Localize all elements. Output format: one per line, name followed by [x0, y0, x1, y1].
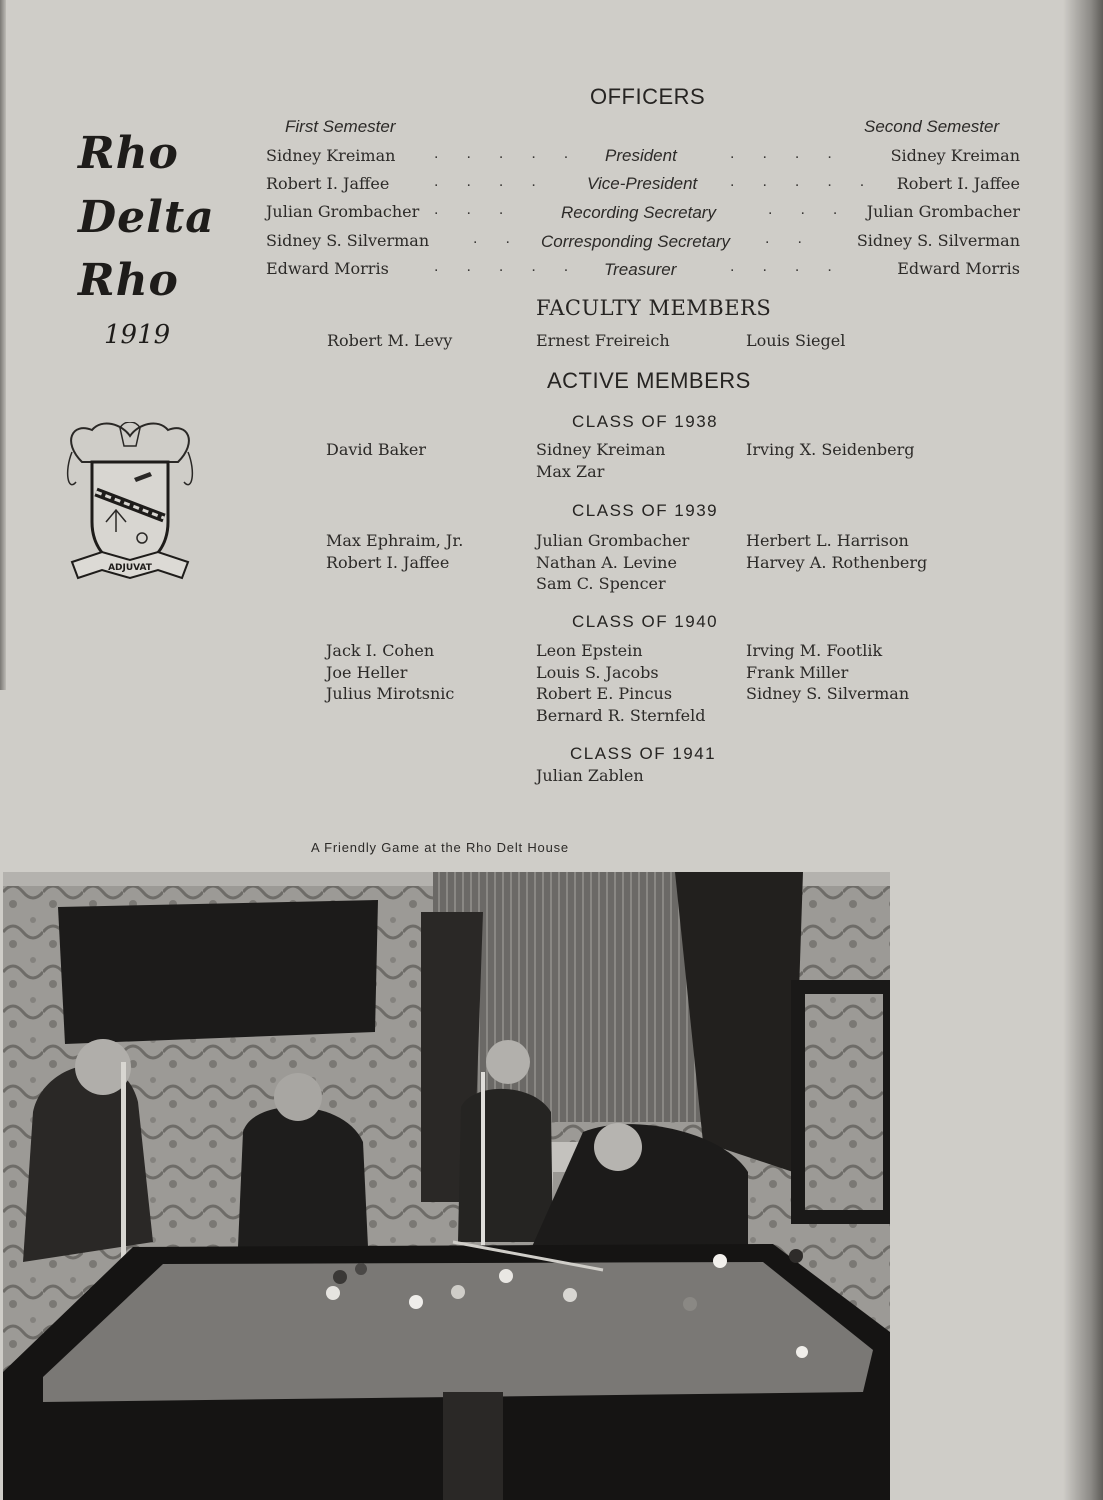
member-name: Joe Heller — [326, 663, 408, 682]
member-name: Robert I. Jaffee — [326, 553, 450, 572]
page-edge-shadow — [0, 0, 6, 690]
member-name: Sidney Kreiman — [536, 440, 666, 459]
billiards-photo — [3, 872, 890, 1500]
member-name: Bernard R. Sternfeld — [536, 706, 706, 725]
member-name: Robert E. Pincus — [536, 684, 673, 703]
faculty-member: Ernest Freireich — [536, 331, 670, 350]
faculty-heading: FACULTY MEMBERS — [536, 296, 772, 320]
class-heading: CLASS OF 1939 — [572, 501, 719, 520]
member-name: Max Ephraim, Jr. — [326, 531, 464, 550]
photo-caption: A Friendly Game at the Rho Delt House — [311, 840, 569, 855]
second-semester-label: Second Semester — [864, 117, 1000, 136]
leader-dots: ... — [768, 201, 866, 218]
officer-second-name: Sidney S. Silverman — [856, 231, 1020, 250]
faculty-member: Robert M. Levy — [327, 331, 453, 350]
leader-dots: .... — [434, 173, 564, 190]
officer-title: Vice-President — [587, 174, 698, 193]
leader-dots: ..... — [730, 173, 893, 190]
officer-first-name: Julian Grombacher — [266, 202, 420, 221]
faculty-member: Louis Siegel — [746, 331, 846, 350]
officer-first-name: Sidney Kreiman — [266, 146, 396, 165]
officer-second-name: Sidney Kreiman — [890, 146, 1020, 165]
member-name: David Baker — [326, 440, 426, 459]
member-name: Frank Miller — [746, 663, 849, 682]
officers-heading: OFFICERS — [590, 84, 706, 109]
first-semester-label: First Semester — [285, 117, 396, 136]
leader-dots: ..... — [434, 258, 597, 275]
officer-second-name: Julian Grombacher — [866, 202, 1020, 221]
leader-dots: ... — [434, 201, 532, 218]
leader-dots: .. — [473, 230, 538, 247]
member-name: Sidney S. Silverman — [746, 684, 910, 703]
side-word-rho-1: Rho — [78, 128, 179, 179]
class-heading: CLASS OF 1938 — [572, 412, 719, 431]
class-heading: CLASS OF 1941 — [570, 744, 717, 763]
leader-dots: .... — [730, 145, 860, 162]
member-name: Leon Epstein — [536, 641, 643, 660]
officer-title: Recording Secretary — [561, 203, 716, 222]
officer-title: Treasurer — [604, 260, 677, 279]
side-word-delta: Delta — [78, 192, 215, 243]
member-name: Herbert L. Harrison — [746, 531, 909, 550]
side-year: 1919 — [104, 320, 171, 350]
officer-second-name: Robert I. Jaffee — [896, 174, 1020, 193]
active-members-heading: ACTIVE MEMBERS — [547, 368, 751, 393]
leader-dots: .. — [765, 230, 830, 247]
member-name: Louis S. Jacobs — [536, 663, 659, 682]
member-name: Jack I. Cohen — [326, 641, 435, 660]
officer-title: President — [605, 146, 677, 165]
leader-dots: .... — [730, 258, 860, 275]
class-heading: CLASS OF 1940 — [572, 612, 719, 631]
member-name: Harvey A. Rothenberg — [746, 553, 928, 572]
member-name: Max Zar — [536, 462, 605, 481]
member-name: Julian Grombacher — [536, 531, 690, 550]
member-name: Julius Mirotsnic — [326, 684, 455, 703]
officer-first-name: Robert I. Jaffee — [266, 174, 390, 193]
side-word-rho-2: Rho — [78, 255, 179, 306]
officer-second-name: Edward Morris — [897, 259, 1020, 278]
member-name: Julian Zablen — [536, 766, 644, 785]
officer-first-name: Sidney S. Silverman — [266, 231, 430, 250]
officer-first-name: Edward Morris — [266, 259, 389, 278]
billiards-scene-illustration — [3, 872, 890, 1500]
member-name: Sam C. Spencer — [536, 574, 666, 593]
member-name: Nathan A. Levine — [536, 553, 677, 572]
crest-ribbon-text: ADJUVAT — [108, 563, 152, 573]
page-edge-shadow-right — [1063, 0, 1103, 1500]
officer-title: Corresponding Secretary — [541, 232, 730, 251]
leader-dots: ..... — [434, 145, 597, 162]
member-name: Irving X. Seidenberg — [746, 440, 915, 459]
fraternity-crest-icon — [62, 422, 198, 592]
member-name: Irving M. Footlik — [746, 641, 883, 660]
